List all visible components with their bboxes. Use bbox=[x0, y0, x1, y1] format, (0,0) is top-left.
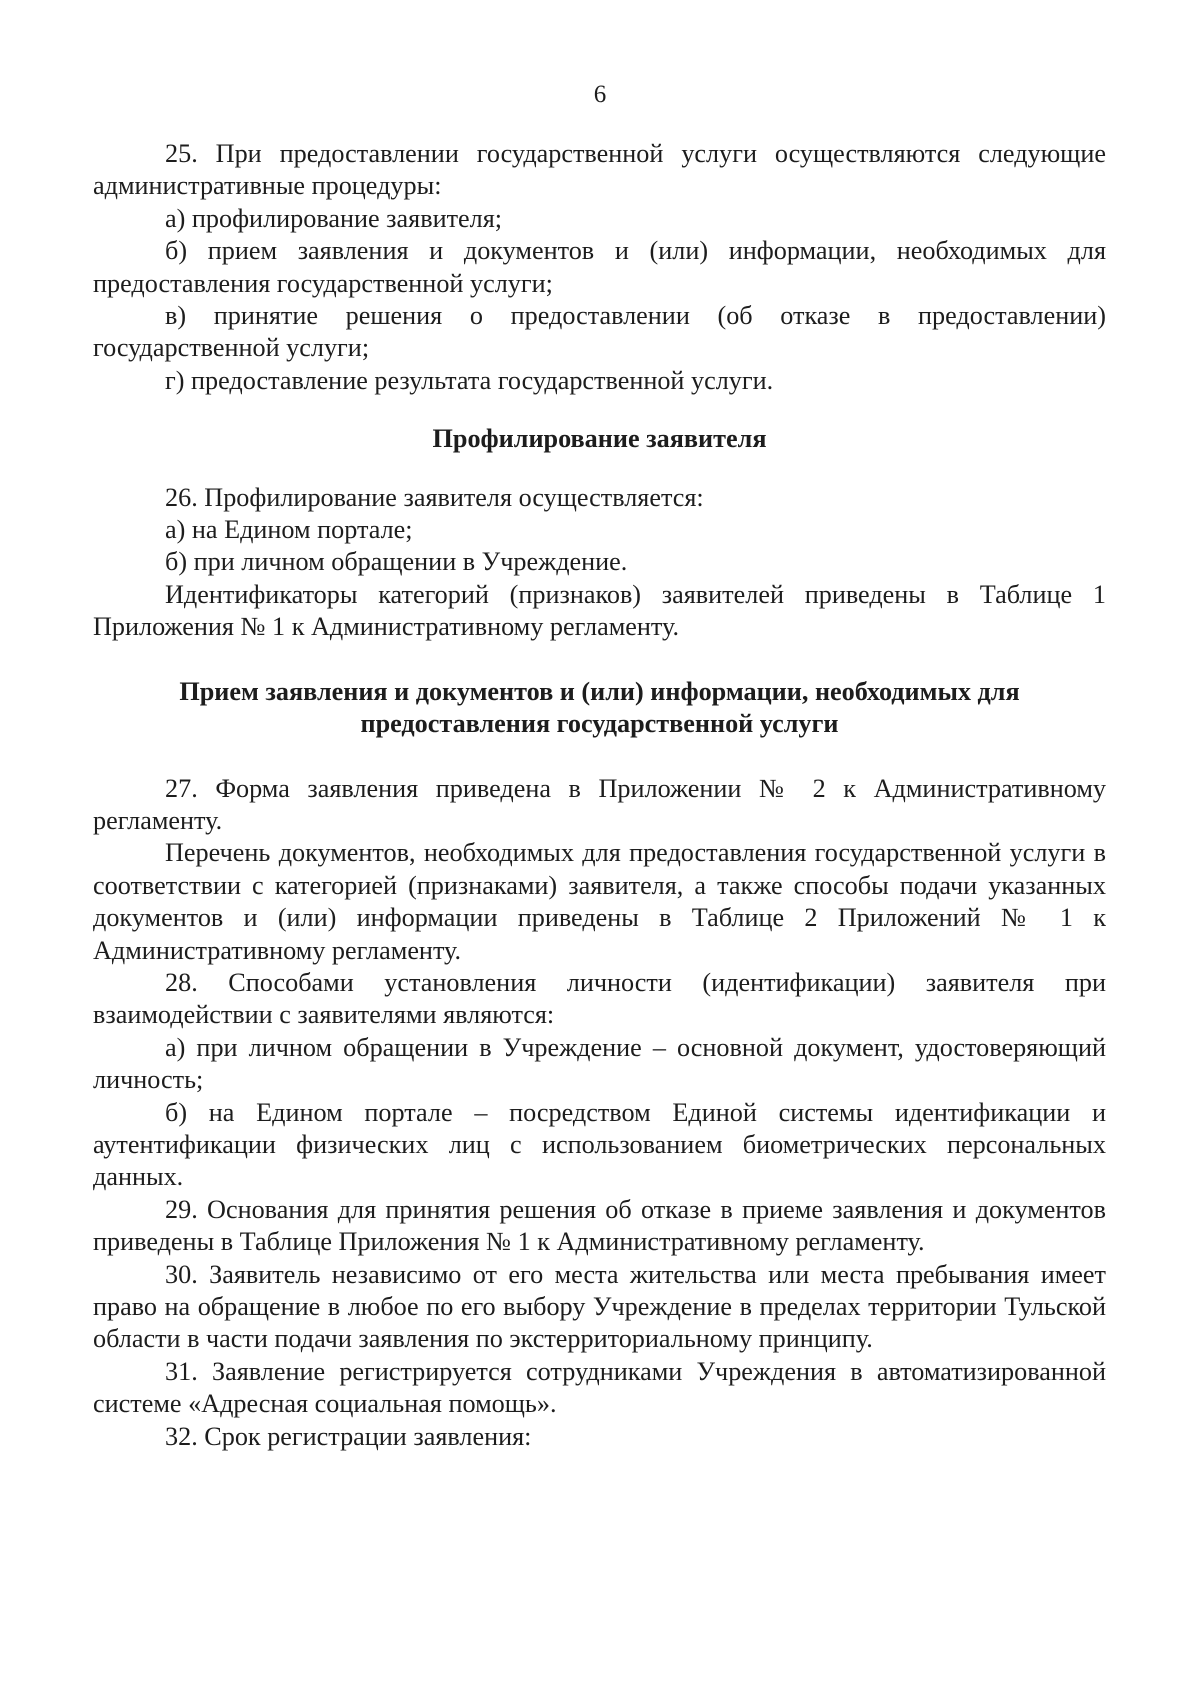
paragraph-26-b: б) при личном обращении в Учреждение. bbox=[165, 547, 628, 577]
paragraph-30: 30. Заявитель независимо от его места жительства или места пребывания имеет право на обращение в любое по его выбору Учреждение в пределах территории Тульской области в части подачи заявления по экстерриториальному принципу. bbox=[93, 1259, 1106, 1354]
paragraph-25: 25. При предоставлении государственной услуги осуществляются следующие административные процедуры: bbox=[93, 139, 1106, 201]
page-number: 6 bbox=[593, 81, 607, 108]
paragraph-32: 32. Срок регистрации заявления: bbox=[165, 1421, 532, 1451]
paragraph-27: 27. Форма заявления приведена в Приложении № 2 к Административному регламенту. bbox=[93, 773, 1106, 835]
paragraph-28-b: б) на Едином портале – посредством Единой системы идентификации и аутентификации физических лиц с использованием биометрических персональных данных. bbox=[93, 1097, 1106, 1192]
paragraph-25-g: г) предоставление результата государственной услуги. bbox=[165, 365, 774, 395]
paragraph-documents-list: Перечень документов, необходимых для предоставления государственной услуги в соответствии с категорией (признаками) заявителя, а также способы подачи указанных документов и (или) информации приведены в Таблице 2 Приложений № 1 к Административному регламенту. bbox=[93, 838, 1106, 965]
paragraph-identifiers: Идентификаторы категорий (признаков) заявителей приведены в Таблице 1 Приложения № 1 к Административному регламенту. bbox=[93, 579, 1106, 642]
paragraph-25-b: б) прием заявления и документов и (или) информации, необходимых для предоставления государственной услуги; bbox=[93, 236, 1106, 298]
section-heading-application: Прием заявления и документов и (или) информации, необходимых для предоставления государственной услуги bbox=[179, 676, 1020, 739]
paragraph-25-v: в) принятие решения о предоставлении (об отказе в предоставлении) государственной услуги; bbox=[93, 301, 1106, 363]
section-heading-profiling: Профилирование заявителя bbox=[432, 424, 767, 454]
paragraph-31: 31. Заявление регистрируется сотрудниками Учреждения в автоматизированной системе «Адресная социальная помощь». bbox=[93, 1356, 1106, 1419]
paragraph-29: 29. Основания для принятия решения об отказе в приеме заявления и документов приведены в Таблице Приложения № 1 к Административному регламенту. bbox=[93, 1194, 1106, 1257]
document-body bbox=[93, 138, 1106, 1453]
paragraph-26: 26. Профилирование заявителя осуществляется: bbox=[165, 482, 704, 512]
paragraph-28-a: а) при личном обращении в Учреждение – основной документ, удостоверяющий личность; bbox=[93, 1032, 1106, 1095]
paragraph-25-a: а) профилирование заявителя; bbox=[165, 203, 503, 233]
paragraph-28: 28. Способами установления личности (идентификации) заявителя при взаимодействии с заявителями являются: bbox=[93, 967, 1106, 1030]
paragraph-26-a: а) на Едином портале; bbox=[165, 515, 413, 545]
